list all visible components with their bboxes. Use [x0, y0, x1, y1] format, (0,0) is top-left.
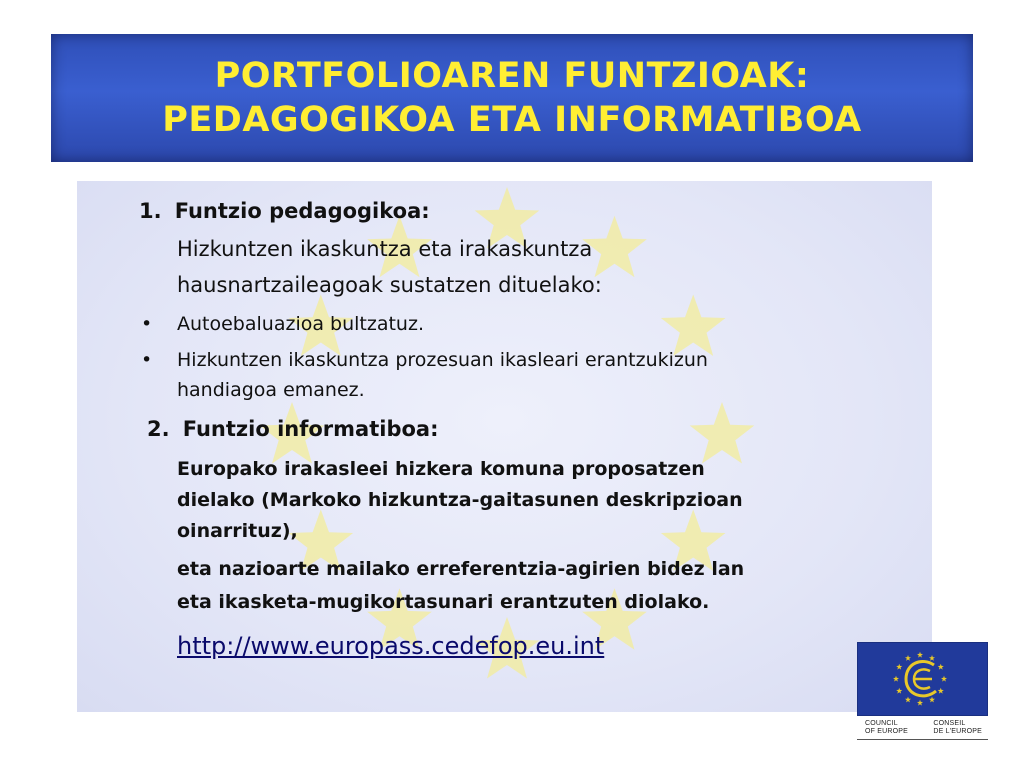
section-2-para-2-line-2: eta ikasketa-mugikortasunari erantzuten diolako.: [177, 591, 710, 613]
council-of-europe-emblem-icon: [857, 642, 988, 716]
europass-link[interactable]: http://www.europass.cedefop.eu.int: [177, 632, 605, 660]
section-2-para-1-line-2: dielako (Markoko hizkuntza-gaitasunen deskripzioan: [177, 489, 743, 511]
section-2-para-1-line-1: Europako irakasleei hizkera komuna proposatzen: [177, 458, 705, 480]
content-panel: [77, 181, 932, 712]
section-2-para-1-line-3: oinarrituz),: [177, 520, 298, 542]
title-banner: [51, 34, 973, 162]
logo-star-icon: [896, 664, 902, 670]
logo-star-icon: [929, 697, 935, 703]
slide-text: [77, 181, 932, 712]
caption-of-europe: OF EUROPE: [865, 728, 909, 735]
section-1-heading: Funtzio pedagogikoa:: [174, 199, 430, 223]
bullet-2-text-line-1: Hizkuntzen ikaskuntza prozesuan ikasleari erantzukizun: [177, 349, 708, 371]
logo-captions: [857, 716, 988, 736]
bullet-1-marker: •: [141, 313, 153, 335]
logo-star-icon: [893, 676, 899, 682]
logo-star-icon: [896, 688, 902, 694]
section-1-number: 1.: [139, 199, 162, 223]
section-2-heading: Funtzio informatiboa:: [182, 417, 439, 441]
section-2-number: 2.: [147, 417, 170, 441]
caption-conseil: CONSEIL: [933, 720, 966, 727]
council-of-europe-logo: [857, 642, 988, 740]
section-1-heading-row: [139, 199, 430, 223]
logo-star-icon: [938, 688, 944, 694]
caption-council: COUNCIL: [865, 720, 898, 727]
slide-title-line-1: PORTFOLIOAREN FUNTZIOAK:: [214, 56, 810, 96]
logo-rule: [857, 739, 988, 740]
section-2-para-2-line-1: eta nazioarte mailako erreferentzia-agirien bidez lan: [177, 558, 745, 580]
bullet-2-text-line-2: handiagoa emanez.: [177, 379, 365, 401]
logo-star-icon: [938, 664, 944, 670]
logo-star-icon: [941, 676, 947, 682]
caption-de-l-europe: DE L'EUROPE: [933, 728, 982, 735]
slide-title-line-2: PEDAGOGIKOA ETA INFORMATIBOA: [162, 100, 862, 140]
section-2-heading-row: [147, 417, 438, 441]
logo-star-icon: [917, 652, 923, 658]
logo-star-icon: [905, 697, 911, 703]
bullet-2-marker: •: [141, 349, 153, 371]
bullet-1-text: Autoebaluazioa bultzatuz.: [177, 313, 424, 335]
section-1-body-line-2: hausnartzaileagoak sustatzen dituelako:: [177, 273, 602, 297]
section-1-body-line-1: Hizkuntzen ikaskuntza eta irakaskuntza: [177, 237, 593, 261]
logo-star-icon: [929, 655, 935, 661]
logo-star-icon: [905, 655, 911, 661]
logo-star-icon: [917, 700, 923, 706]
